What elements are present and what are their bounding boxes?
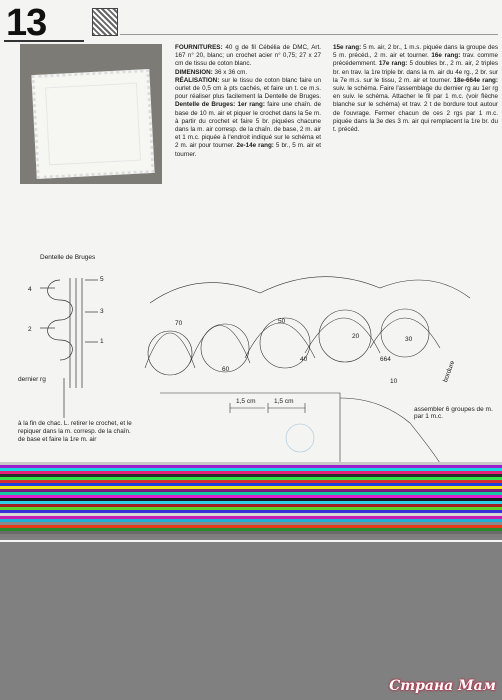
blank-scan-area (0, 542, 502, 700)
rang1-text: faire une chaîn. de base de 10 m. air et piquer le crochet dans la 5e m. à partir du crochet et faire 5 br. piquées chacune dans la m. air corresp. de la chaîn. de base, 2 m. air et 1 m.c. piquée à l'endroit indiqué sur le schéma et 2 m. air pour tourner. (175, 101, 321, 150)
rang17-label: 17e rang: (378, 60, 408, 68)
last-row-label: dernier rg (18, 376, 46, 383)
dimension-label-1: 1,5 cm (236, 398, 256, 405)
rang18-label: 18e-664e rang: (453, 76, 498, 84)
row-10-label: 10 (390, 378, 398, 385)
striped-tag-icon (92, 8, 118, 36)
rang1-label: 1er rang: (235, 101, 265, 109)
row-20-label: 20 (352, 333, 360, 340)
dimension-label-2: 1,5 cm (274, 398, 294, 405)
corrupted-scan-band (0, 462, 502, 542)
row-664-label: 664 (380, 356, 391, 363)
row-3-label: 3 (100, 308, 104, 315)
assembly-note: assembler 6 groupes de m. par 1 m.c. (414, 406, 493, 420)
doily-hem (45, 83, 141, 166)
bruges-strip (40, 278, 98, 418)
row-30-label: 30 (405, 336, 413, 343)
rang16-text: trav. comme précédemment. (333, 52, 499, 68)
realisation-label: RÉALISATION: (175, 76, 220, 84)
rang15-text: 5 m. air, 2 br., 1 m.s. piquée dans la groupe des 5 m. précéd., 2 m. air et tourner. (333, 44, 498, 60)
realisation-text: sur le tissu de coton blanc faire un ourlet de 0,5 cm à pts cachés, et faire un t. ce m.s. pour réaliser plus facilement la Dentelle de Bruges. (175, 76, 321, 101)
row-5-label: 5 (100, 276, 104, 283)
diagram-title: Dentelle de Bruges (40, 254, 96, 261)
row-1-label: 1 (100, 338, 104, 345)
rang15-label: 15e rang: (333, 44, 362, 51)
diagram-caption: à la fin de chac. L. retirer le crochet, et le repiquer dans la m. corresp. de la chaîn. de base et faire la 1re m. air (18, 420, 132, 443)
row-60-label: 60 (222, 366, 230, 373)
rang17-text: 5 doubles br., 2 m. air, 2 triples br. en trav. la 1re triple br. dans la m. air du 4e rg., 2 br. sur la 7e m.s. sur le tissu, 2 m. air et tourner. (333, 60, 499, 84)
rang16-label: 16e rang: (431, 52, 461, 60)
rang18-text: suiv. le schéma. Faire l'assemblage du dernier rg au 1er rg en suiv. le schéma. Attacher le fil par 1 m.c. (voir flèche blanche sur le schéma) et trav. 2 t de bordure tout autour de l'ouvrage. Fermer chacun de ces 2 rgs par 1 m.c. piquée dans la 3e des 3 m. air qui remplacent la 1re br. du t. précéd. (333, 85, 498, 134)
row-50-label: 50 (278, 318, 286, 325)
instructions-column-1 (175, 44, 321, 159)
dimension-text: 36 x 36 cm. (212, 68, 248, 76)
site-watermark: Страна Мам (389, 678, 496, 694)
header-rule (120, 34, 498, 35)
lace-motifs (145, 277, 470, 463)
instructions-column-2 (333, 44, 498, 134)
dentelle-label: Dentelle de Bruges: (175, 101, 236, 109)
border-label: bordure (442, 359, 457, 384)
fournitures-label: FOURNITURES: (175, 44, 223, 51)
fournitures-text: 40 g de fil Cébélia de DMC, Art. 167 n° 20, blanc; un crochet acier n° 0,75; 27 x 27 cm de tissu de coton blanc. (175, 44, 321, 68)
page-number: 13 (6, 2, 47, 44)
row-4-label: 4 (28, 286, 32, 293)
doily-cloth (31, 69, 154, 179)
dimension-label: DIMENSION: (175, 68, 213, 76)
row-70-label: 70 (175, 320, 183, 327)
rang2-text: 5 br., 5 m. air et tourner. (175, 142, 321, 158)
row-2-label: 2 (28, 326, 32, 333)
product-photo (20, 44, 162, 184)
row-40-label: 40 (300, 356, 308, 363)
rang2-label: 2e-14e rang: (236, 142, 274, 150)
